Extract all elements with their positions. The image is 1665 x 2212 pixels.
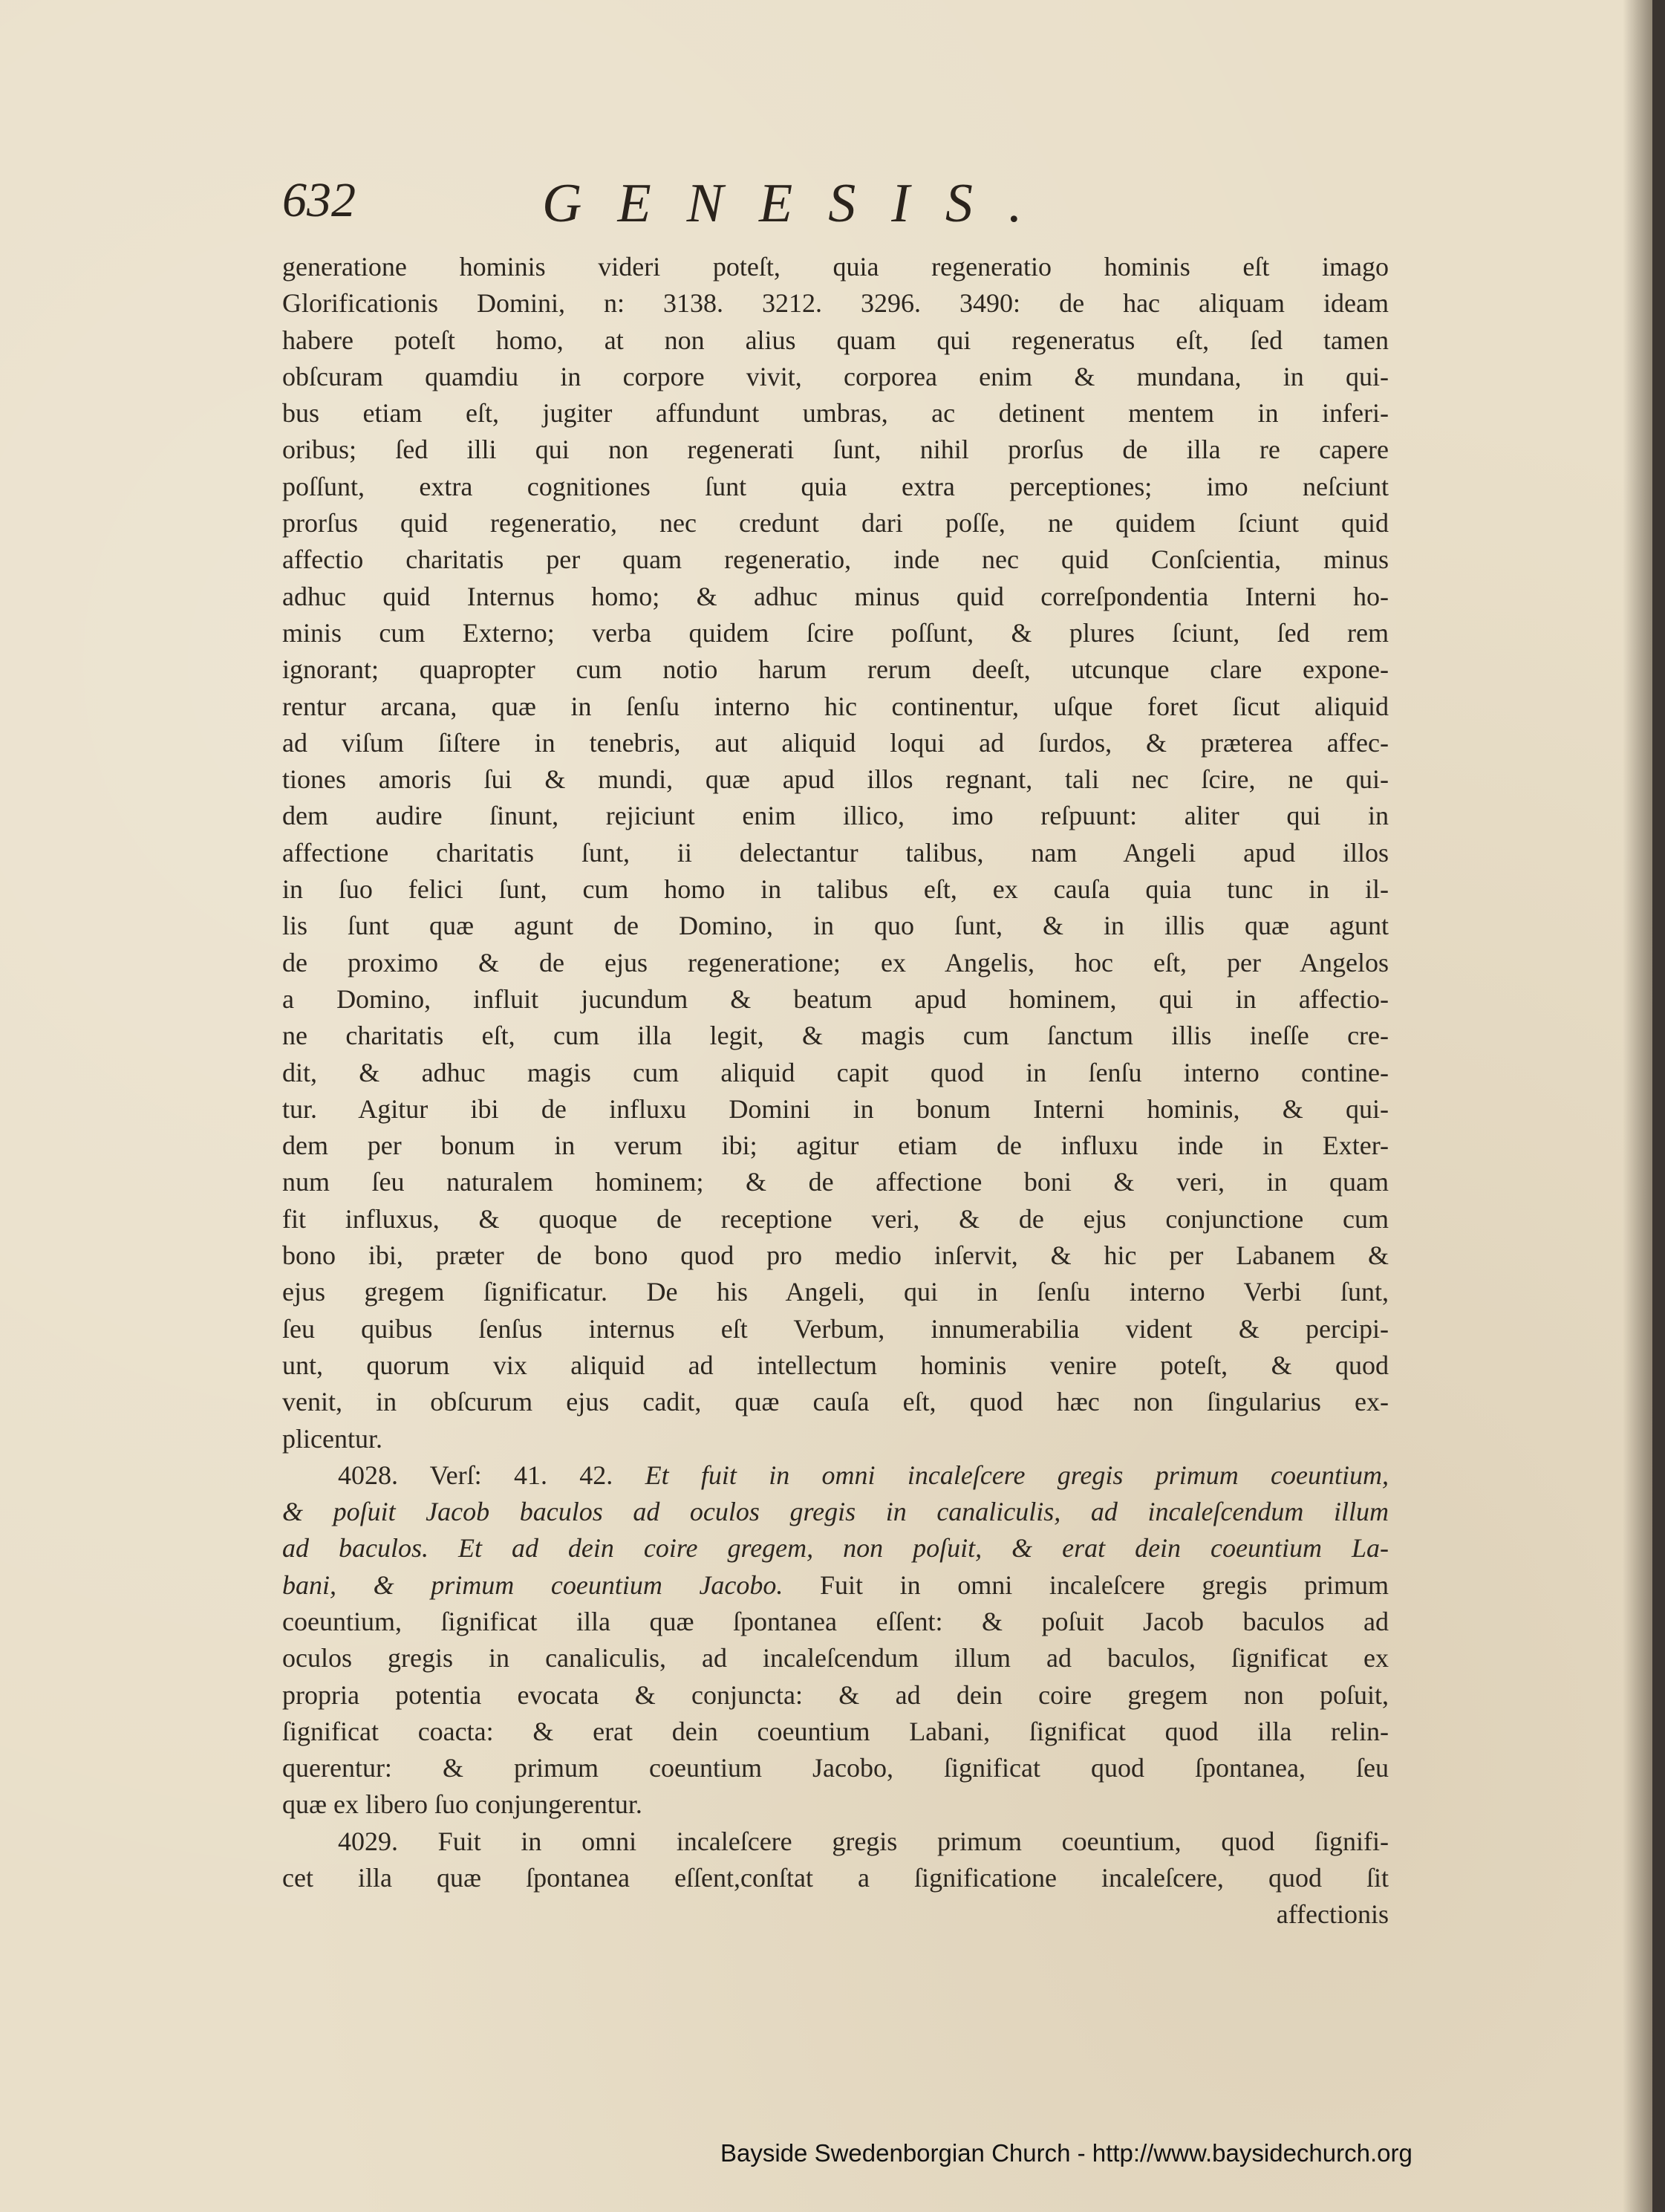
text-line: ignorant; quapropter cum notio harum rerum deeſt, utcunque clare expone- bbox=[282, 654, 1389, 685]
text-line: lis ſunt quæ agunt de Domino, in quo ſunt, & in illis quæ agunt bbox=[282, 911, 1389, 941]
commentary-text: Fuit in omni incaleſcere gregis primum bbox=[820, 1569, 1389, 1600]
text-line: de proximo & de ejus regeneratione; ex Angelis, hoc eſt, per Angelos bbox=[282, 947, 1389, 977]
text-line: ejus gregem ſignificatur. De his Angeli, qui in ſenſu interno Verbi ſunt, bbox=[282, 1277, 1389, 1307]
text-line: rentur arcana, quæ in ſenſu interno hic continentur, uſque foret ſicut aliquid bbox=[282, 691, 1389, 721]
paragraph-4029-line: 4029. Fuit in omni incaleſcere gregis primum coeuntium, quod ſignifi- bbox=[338, 1826, 1389, 1856]
text-line: poſſunt, extra cognitiones ſunt quia extra perceptiones; imo neſciunt bbox=[282, 471, 1389, 501]
text-line: in ſuo felici ſunt, cum homo in talibus eſt, ex cauſa quia tunc in il- bbox=[282, 874, 1389, 905]
text-line: affectio charitatis per quam regeneratio, inde nec quid Conſcientia, minus bbox=[282, 544, 1389, 575]
footer-credit: Bayside Swedenborgian Church - http://www.baysidechurch.org bbox=[720, 2139, 1413, 2167]
text-line: venit, in obſcurum ejus cadit, quæ cauſa eſt, quod hæc non ſingularius ex- bbox=[282, 1387, 1389, 1417]
paragraph-4028-line: propria potentia evocata & conjuncta: & ad dein coire gregem non poſuit, bbox=[282, 1679, 1389, 1710]
text-line: tiones amoris ſui & mundi, quæ apud illos regnant, tali nec ſcire, ne qui- bbox=[282, 764, 1389, 795]
text-line: bono ibi, præter de bono quod pro medio inſervit, & hic per Labanem & bbox=[282, 1240, 1389, 1271]
text-line: fit influxus, & quoque de receptione veri, & de ejus conjunctione cum bbox=[282, 1203, 1389, 1234]
paragraph-4028-line: ad baculos. Et ad dein coire gregem, non poſuit, & erat dein coeuntium La- bbox=[282, 1533, 1389, 1564]
running-title: GENESIS. bbox=[542, 173, 1058, 234]
paragraph-4028-line bbox=[282, 1567, 1389, 1604]
text-line: obſcuram quamdiu in corpore vivit, corporea enim & mundana, in qui- bbox=[282, 361, 1389, 391]
text-line: minis cum Externo; verba quidem ſcire poſſunt, & plures ſciunt, ſed rem bbox=[282, 617, 1389, 648]
text-line: dem audire ſinunt, rejiciunt enim illico, imo reſpuunt: aliter qui in bbox=[282, 801, 1389, 831]
text-line: affectione charitatis ſunt, ii delectantur talibus, nam Angeli apud illos bbox=[282, 837, 1389, 868]
paragraph-4028-line: querentur: & primum coeuntium Jacobo, ſignificat quod ſpontanea, ſeu bbox=[282, 1753, 1389, 1783]
text-line: generatione hominis videri poteſt, quia regeneratio hominis eſt imago bbox=[282, 252, 1389, 282]
paragraph-4028-line: ſignificat coacta: & erat dein coeuntium Labani, ſignificat quod illa relin- bbox=[282, 1716, 1389, 1746]
text-line: dit, & adhuc magis cum aliquid capit quod in ſenſu interno contine- bbox=[282, 1057, 1389, 1087]
text-line: dem per bonum in verum ibi; agitur etiam de influxu inde in Exter- bbox=[282, 1131, 1389, 1161]
text-line: ſeu quibus ſenſus internus eſt Verbum, innumerabilia vident & percipi- bbox=[282, 1313, 1389, 1344]
text-line: ne charitatis eſt, cum illa legit, & magis cum ſanctum illis ineſſe cre- bbox=[282, 1021, 1389, 1051]
verse-quote: bani, & primum coeuntium Jacobo. bbox=[282, 1569, 783, 1600]
verse-reference: 4028. Verſ: 41. 42. bbox=[338, 1460, 613, 1490]
catchword: affectionis bbox=[1276, 1899, 1389, 1930]
paragraph-4028-line: & poſuit Jacob baculos ad oculos gregis in canaliculis, ad incaleſcendum illum bbox=[282, 1497, 1389, 1527]
paragraph-4028-line bbox=[282, 1457, 1389, 1494]
text-line: adhuc quid Internus homo; & adhuc minus quid correſpondentia Interni ho- bbox=[282, 581, 1389, 611]
verse-quote: Et fuit in omni incaleſcere gregis primum coeuntium, bbox=[645, 1460, 1389, 1490]
text-line: habere poteſt homo, at non alius quam qui regeneratus eſt, ſed tamen bbox=[282, 325, 1389, 355]
text-line: a Domino, influit jucundum & beatum apud hominem, qui in affectio- bbox=[282, 983, 1389, 1014]
text-line: unt, quorum vix aliquid ad intellectum hominis venire poteſt, & quod bbox=[282, 1350, 1389, 1380]
paragraph-4028-line: oculos gregis in canaliculis, ad incaleſcendum illum ad baculos, ſignificat ex bbox=[282, 1643, 1389, 1673]
text-line: ad viſum ſiſtere in tenebris, aut aliquid loqui ad ſurdos, & præterea affec- bbox=[282, 727, 1389, 758]
paragraph-4029-line: cet illa quæ ſpontanea eſſent,conſtat a ſignificatione incaleſcere, quod ſit bbox=[282, 1863, 1389, 1893]
page-number: 632 bbox=[282, 173, 356, 227]
paragraph-4028-line: quæ ex libero ſuo conjungerentur. bbox=[282, 1789, 642, 1820]
body-text bbox=[282, 249, 1389, 1933]
text-line: num ſeu naturalem hominem; & de affectione boni & veri, in quam bbox=[282, 1167, 1389, 1197]
text-line: prorſus quid regeneratio, nec credunt dari poſſe, ne quidem ſciunt quid bbox=[282, 508, 1389, 539]
page-edge-shadow bbox=[1623, 0, 1652, 2212]
text-line: plicentur. bbox=[282, 1423, 382, 1454]
paragraph-4028-line: coeuntium, ſignificat illa quæ ſpontanea eſſent: & poſuit Jacob baculos ad bbox=[282, 1606, 1389, 1636]
text-line: tur. Agitur ibi de influxu Domini in bonum Interni hominis, & qui- bbox=[282, 1093, 1389, 1124]
text-line: Glorificationis Domini, n: 3138. 3212. 3296. 3490: de hac aliquam ideam bbox=[282, 288, 1389, 319]
text-line: bus etiam eſt, jugiter affundunt umbras, ac detinent mentem in inferi- bbox=[282, 398, 1389, 429]
text-line: oribus; ſed illi qui non regenerati ſunt, nihil prorſus de illa re capere bbox=[282, 435, 1389, 465]
